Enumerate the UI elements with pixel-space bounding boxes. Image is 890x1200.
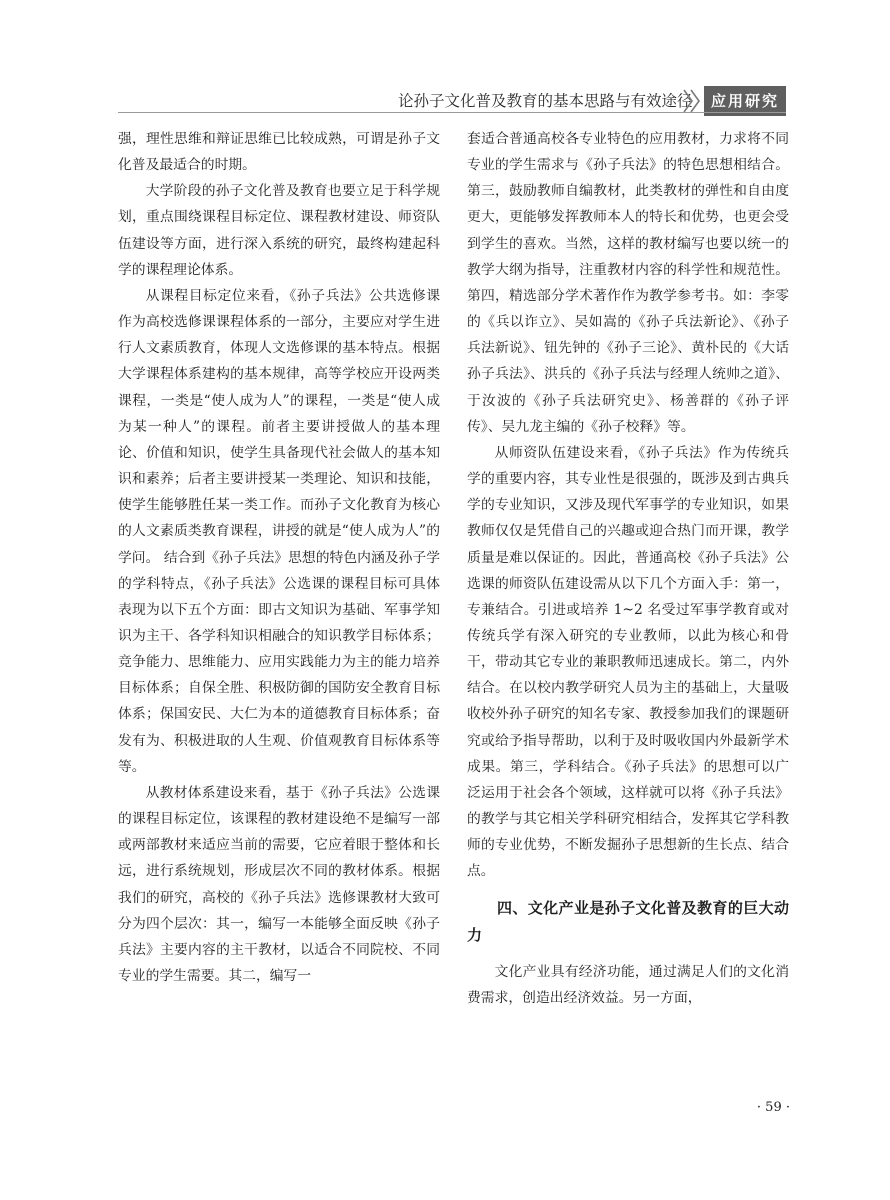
left-column [118,126,440,989]
header-divider [118,112,786,113]
paragraph-textbook-system: 从教材体系建设来看，基于《孙子兵法》公选课的课程目标定位，该课程的教材建设绝不是编写一部或两部教材来适应当前的需要，它应着眼于整体和长远，进行系统规划，形成层次不同的教材体系。根据我们的研究，高校的《孙子兵法》选修课教材大致可分为四个层次：其一，编写一本能够全面反映《孙子兵法》主要内容的主干教材，以适合不同院校、不同专业的学生需要。其二，编写一 [118,784,440,984]
paragraph-university-planning: 大学阶段的孙子文化普及教育也要立足于科学规划，重点围绕课程目标定位、课程教材建设、师资队伍建设等方面，进行深入系统的研究，最终构建起科学的课程理论体系。 [118,183,440,278]
running-header-title: 论孙子文化普及教育的基本思路与有效途径 [398,92,693,110]
section-badge: 应用研究 [704,86,786,116]
right-column [467,126,789,1011]
section-heading: 四、文化产业是孙子文化普及教育的巨大动力 [467,898,789,944]
paragraph-continuation: 强，理性思维和辩证思维已比较成熟，可谓是孙子文化普及最适合的时期。 [118,131,440,174]
paragraph-faculty-building: 从师资队伍建设来看，《孙子兵法》作为传统兵学的重要内容，其专业性是很强的，既涉及到古典兵学的专业知识，又涉及现代军事学的专业知识，如果教师仅仅是凭借自己的兴趣或迎合热门而开课，教学质量是难以保证的。因此，普通高校《孙子兵法》公选课的师资队伍建设需从以下几个方面入手：第一，专兼结合。引进或培养 1~2 名受过军事学教育或对传统兵学有深入研究的专业教师，以此为核心和骨干，带动其它专业的兼职教师迅速成长。第二，内外结合。在以校内教学研究人员为主的基础上，大量吸收校外孙子研究的知名专家、教授参加我们的课题研究或给予指导帮助，以利于及时吸收国内外最新学术成果。第三，学科结合。《孙子兵法》的思想可以广泛运用于社会各个领域，这样就可以将《孙子兵法》的教学与其它相关学科研究相结合，发挥其它学科教师的专业优势，不断发掘孙子思想新的生长点、结合点。 [467,444,789,880]
paragraph-course-objectives: 从课程目标定位来看，《孙子兵法》公共选修课作为高校选修课课程体系的一部分，主要应对学生进行人文素质教育，体现人文选修课的基本特点。根据大学课程体系建构的基本规律，高等学校应开设两类课程，一类是“使人成为人”的课程，一类是“使人成为某一种人”的课程。前者主要讲授做人的基本理论、价值和知识，使学生具备现代社会做人的基本知识和素养；后者主要讲授某一类理论、知识和技能，使学生能够胜任某一类工作。而孙子文化教育为核心的人文素质类教育课程，讲授的就是“使人成为人”的学问。 结合到《孙子兵法》思想的特色内涵及孙子学的学科特点，《孙子兵法》公选课的课程目标可具体表现为以下五个方面：即古文知识为基础、军事学知识为主干、各学科知识相融合的知识教学目标体系；竞争能力、思维能力、应用实践能力为主的能力培养目标体系；自保全胜、积极防御的国防安全教育目标体系；保国安民、大仁为本的道德教育目标体系；奋发有为、积极进取的人生观、价值观教育目标体系等等。 [118,287,440,775]
page-number: · 59 · [756,1100,790,1115]
double-chevron-right-icon [681,88,703,114]
paragraph-cultural-industry: 文化产业具有经济功能，通过满足人们的文化消费需求，创造出经济效益。另一方面， [467,963,789,1006]
paragraph-textbook-continuation: 套适合普通高校各专业特色的应用教材，力求将不同专业的学生需求与《孙子兵法》的特色思想相结合。第三，鼓励教师自编教材，此类教材的弹性和自由度更大，更能够发挥教师本人的特长和优势，也更会受到学生的喜欢。当然，这样的教材编写也要以统一的教学大纲为指导，注重教材内容的科学性和规范性。第四，精选部分学术著作作为教学参考书。如：李零的《兵以诈立》、吴如嵩的《孙子兵法新论》、《孙子兵法新说》、钮先钟的《孙子三论》、黄朴民的《大话孙子兵法》、洪兵的《孙子兵法与经理人统帅之道》、于汝波的《孙子兵法研究史》、杨善群的《孙子评传》、吴九龙主编的《孙子校释》等。 [467,131,789,435]
